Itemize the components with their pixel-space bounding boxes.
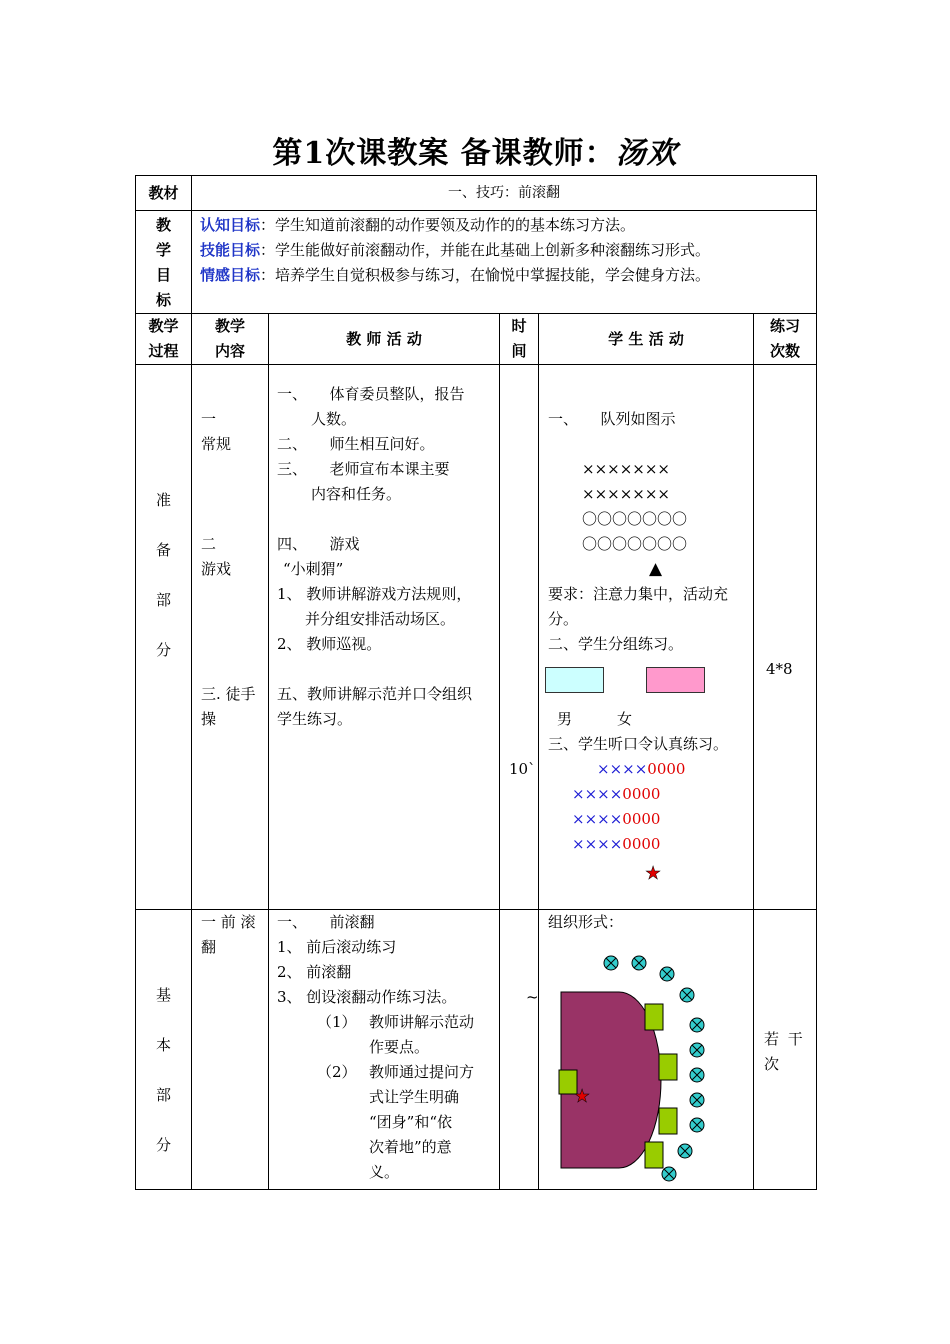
goals-row: [136, 211, 817, 314]
girls-label: 女: [617, 710, 633, 728]
phase-char: 部: [156, 1086, 172, 1104]
goal-text: ：学生能做好前滚翻动作，并能在此基础上创新多种滚翻练习形式。: [260, 241, 711, 259]
mat-box: [645, 1142, 663, 1168]
prep-content-item: 游戏: [201, 560, 232, 578]
mat-box: [645, 1004, 663, 1030]
formation-line: [572, 782, 660, 807]
teacher-line: 内容和任务。: [311, 485, 402, 503]
goals-content: [192, 211, 817, 314]
formation-row-o: 〇〇〇〇〇〇〇: [582, 535, 688, 553]
teacher-line: 1、 教师讲解游戏方法规则，: [277, 585, 472, 603]
header-text: 时: [511, 317, 527, 335]
prep-phase: [136, 365, 192, 910]
teacher-line: 并分组安排活动场区。: [305, 610, 456, 628]
goals-label-char: 目: [155, 266, 171, 284]
teacher-line: 义。: [369, 1163, 400, 1181]
student-circle-icon: [662, 1167, 676, 1181]
organization-label: 组织形式：: [548, 913, 624, 931]
prep-student: [539, 365, 754, 910]
teacher-star-icon: ★: [645, 863, 662, 884]
prep-content-item: 操: [201, 710, 217, 728]
student-circle-icon: [690, 1118, 704, 1132]
teacher-line: “团身”和“依: [369, 1113, 453, 1131]
header-content: [192, 314, 269, 365]
teacher-line: 2、 前滚翻: [277, 963, 352, 981]
prep-content-item: 二: [201, 535, 217, 553]
prep-content-item: 一: [201, 410, 217, 428]
teacher-triangle-icon: ▲: [649, 559, 663, 579]
goal-label: 认知目标: [200, 216, 261, 234]
girls-area-box: [646, 667, 705, 693]
header-student: 学 生 活 动: [539, 314, 754, 365]
sub-number: （1）: [317, 1013, 357, 1031]
student-circle-icon: [690, 1093, 704, 1107]
basic-reps: [754, 910, 817, 1190]
basic-row: [136, 910, 817, 1190]
goals-label-char: 标: [155, 291, 171, 309]
teacher-line: 2、 教师巡视。: [277, 635, 382, 653]
girls-marks: 0000: [622, 810, 661, 828]
teacher-line: 次着地”的意: [369, 1138, 452, 1156]
student-circle-icon: [690, 1068, 704, 1082]
teacher-line: 作要点。: [369, 1038, 430, 1056]
header-text: 练习: [770, 317, 801, 335]
student-circle-icon: [690, 1018, 704, 1032]
material-value: 一、技巧：前滚翻: [192, 176, 817, 211]
student-circle-icon: [632, 956, 646, 970]
prep-reps: [754, 365, 817, 910]
prep-time: [500, 365, 539, 910]
header-text: 间: [511, 342, 527, 360]
student-line: 要求：注意力集中，活动充: [548, 585, 729, 603]
girls-marks: 0000: [622, 835, 661, 853]
phase-char: 准: [156, 491, 172, 509]
mat-box: [659, 1108, 677, 1134]
header-text: 内容: [214, 342, 245, 360]
phase-char: 基: [156, 986, 172, 1004]
header-time: [500, 314, 539, 365]
basic-reps-value: 若 干: [764, 1030, 803, 1048]
lesson-plan-table: [135, 175, 817, 1190]
goal-affective: [200, 263, 816, 288]
boys-marks: ××××: [572, 810, 623, 828]
teacher-line: 3、 创设滚翻动作练习法。: [277, 988, 457, 1006]
goal-label: 技能目标: [200, 241, 261, 259]
mat-box: [659, 1054, 677, 1080]
basic-reps-value: 次: [764, 1055, 780, 1073]
header-text: 教学: [214, 317, 245, 335]
prep-content-item: 三. 徒手: [201, 685, 256, 703]
prep-content: [192, 365, 269, 910]
material-label: 教材: [136, 176, 192, 211]
teacher-line: 式让学生明确: [369, 1088, 460, 1106]
student-line: 一、 队列如图示: [548, 410, 676, 428]
formation-line: [572, 807, 660, 832]
goals-label-char: 学: [155, 241, 171, 259]
teacher-line: 教师通过提问方: [369, 1063, 475, 1081]
basic-phase: [136, 910, 192, 1190]
header-row: [136, 314, 817, 365]
phase-char: 分: [156, 1136, 172, 1154]
prep-content-item: 常规: [201, 435, 232, 453]
boys-label: 男: [557, 710, 573, 728]
boys-area-box: [545, 667, 604, 693]
boys-marks: ××××: [597, 760, 648, 778]
basic-content-item: 一 前 滚: [201, 913, 256, 931]
header-text: 次数: [770, 342, 801, 360]
material-row: [136, 176, 817, 211]
teacher-line: 教师讲解示范动: [369, 1013, 475, 1031]
formation-line: [572, 832, 660, 857]
phase-char: 本: [156, 1036, 172, 1054]
header-process: [136, 314, 192, 365]
student-circle-icon: [680, 988, 694, 1002]
goals-label-char: 教: [155, 216, 171, 234]
formation-row-x: ×××××××: [582, 460, 670, 478]
teacher-line: 四、 游戏: [277, 535, 360, 553]
teacher-line: 学生练习。: [277, 710, 353, 728]
goal-text: ：学生知道前滚翻的动作要领及动作的的基本练习方法。: [260, 216, 636, 234]
goal-text: ：培养学生自觉积极参与练习，在愉悦中掌握技能，学会健身方法。: [260, 266, 711, 284]
goal-skill: [200, 238, 816, 263]
goal-cognitive: [200, 213, 816, 238]
girls-marks: 0000: [647, 760, 686, 778]
formation-line: [597, 757, 685, 782]
teacher-line: 三、 老师宣布本课主要: [277, 460, 450, 478]
teacher-line: 二、 师生相互问好。: [277, 435, 435, 453]
teacher-star-icon: ★: [574, 1086, 591, 1107]
header-teacher: 教 师 活 动: [269, 314, 500, 365]
prep-teacher: [269, 365, 500, 910]
phase-char: 备: [156, 541, 172, 559]
teacher-line: 五、教师讲解示范并口令组织: [277, 685, 473, 703]
basic-time: [500, 910, 539, 1190]
teacher-line: 一、 体育委员整队，报告: [277, 385, 465, 403]
boys-marks: ××××: [572, 785, 623, 803]
teacher-line: 1、 前后滚动练习: [277, 938, 397, 956]
student-circle-icon: [690, 1043, 704, 1057]
basic-content-item: 翻: [201, 938, 217, 956]
basic-time-value: ~: [526, 988, 539, 1006]
page-title: [0, 128, 950, 172]
student-circle-icon: [604, 956, 618, 970]
phase-char: 分: [156, 641, 172, 659]
header-reps: [754, 314, 817, 365]
teacher-line: 一、 前滚翻: [277, 913, 375, 931]
title-main: 第1次课教案 备课教师：: [272, 136, 616, 171]
header-text: 过程: [148, 342, 179, 360]
student-line: 分。: [548, 610, 579, 628]
boys-marks: ××××: [572, 835, 623, 853]
student-circle-icon: [660, 967, 674, 981]
teacher-line: “小刺猬”: [283, 560, 344, 578]
sub-number: （2）: [317, 1063, 357, 1081]
teacher-line: 人数。: [311, 410, 357, 428]
student-line: 二、学生分组练习。: [548, 635, 684, 653]
prep-reps-value: 4*8: [766, 660, 793, 678]
phase-char: 部: [156, 591, 172, 609]
formation-row-o: 〇〇〇〇〇〇〇: [582, 510, 688, 528]
student-circle-icon: [678, 1144, 692, 1158]
header-text: 教学: [148, 317, 179, 335]
prep-phase-text: [156, 475, 171, 675]
goals-label: [136, 211, 192, 314]
basic-phase-text: [156, 970, 171, 1170]
student-line: 三、学生听口令认真练习。: [548, 735, 729, 753]
basic-content: [192, 910, 269, 1190]
girls-marks: 0000: [622, 785, 661, 803]
basic-teacher: [269, 910, 500, 1190]
prep-row: [136, 365, 817, 910]
prep-time-value: 10`: [509, 760, 536, 778]
teacher-signature: 汤欢: [615, 136, 678, 171]
basic-student: [539, 910, 754, 1190]
organization-diagram: [539, 940, 753, 1188]
goal-label: 情感目标: [200, 266, 261, 284]
formation-row-x: ×××××××: [582, 485, 670, 503]
